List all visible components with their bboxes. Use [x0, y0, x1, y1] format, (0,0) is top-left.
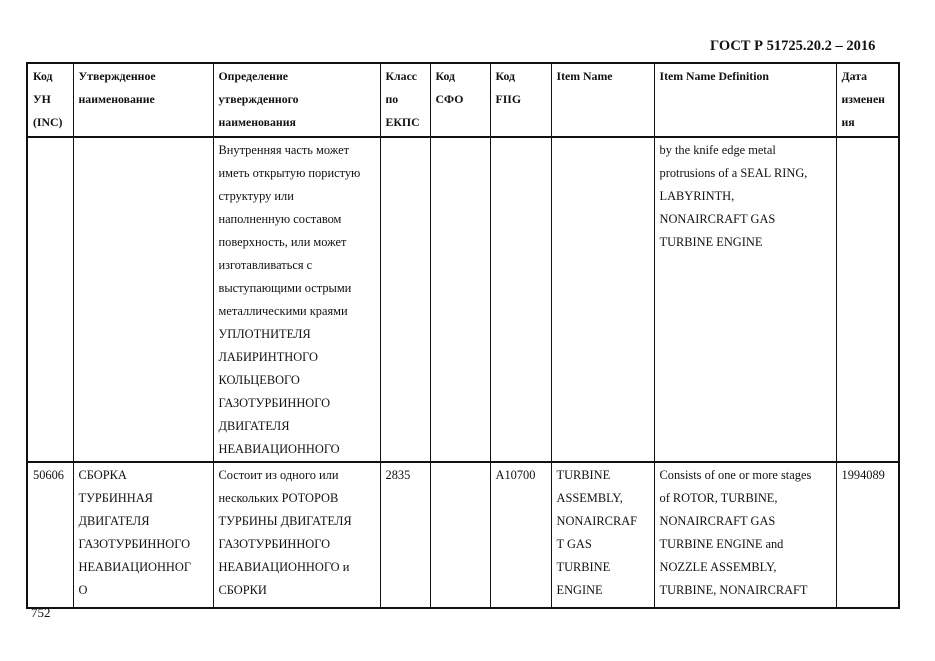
- document-title: ГОСТ Р 51725.20.2 – 2016: [710, 38, 876, 54]
- header-inc: Код УН (INC): [27, 63, 73, 137]
- table-row: [27, 462, 899, 608]
- cell-approved-name: [73, 137, 213, 462]
- header-item-name-definition: Item Name Definition: [654, 63, 836, 137]
- cell-sfo-code: [430, 462, 490, 608]
- cell-item-name-definition: by the knife edge metal protrusions of a SEAL RING, LABYRINTH, NONAIRCRAFT GAS TURBINE ENGINE: [654, 137, 836, 462]
- cell-inc: [27, 137, 73, 462]
- cell-fiig-code: A10700: [490, 462, 551, 608]
- cell-item-name: [551, 137, 654, 462]
- header-item-name: Item Name: [551, 63, 654, 137]
- cell-approved-name: СБОРКА ТУРБИННАЯ ДВИГАТЕЛЯ ГАЗОТУРБИННОГО НЕАВИАЦИОННОГ О: [73, 462, 213, 608]
- table-row: [27, 137, 899, 462]
- cell-ekps-class: [380, 137, 430, 462]
- page-number: 752: [31, 605, 51, 620]
- header-fiig-code: Код FIIG: [490, 63, 551, 137]
- cell-inc: 50606: [27, 462, 73, 608]
- cell-ekps-class: 2835: [380, 462, 430, 608]
- header-definition: Определение утвержденного наименования: [213, 63, 380, 137]
- header-change-date: Дата изменен ия: [836, 63, 899, 137]
- header-approved-name: Утвержденное наименование: [73, 63, 213, 137]
- cell-sfo-code: [430, 137, 490, 462]
- cell-item-name-definition: Consists of one or more stages of ROTOR, TURBINE, NONAIRCRAFT GAS TURBINE ENGINE and NOZZLE ASSEMBLY, TURBINE, NONAIRCRAFT: [654, 462, 836, 608]
- cell-definition: Состоит из одного или нескольких РОТОРОВ ТУРБИНЫ ДВИГАТЕЛЯ ГАЗОТУРБИННОГО НЕАВИАЦИОННОГО и СБОРКИ: [213, 462, 380, 608]
- cell-change-date: 1994089: [836, 462, 899, 608]
- cell-change-date: [836, 137, 899, 462]
- cell-definition: Внутренняя часть может иметь открытую пористую структуру или наполненную составом поверхность, или может изготавливаться с выступающими острыми металлическими краями УПЛОТНИТЕЛЯ ЛАБИРИНТНОГО КОЛЬЦЕВОГО ГАЗОТУРБИННОГО ДВИГАТЕЛЯ НЕАВИАЦИОННОГО: [213, 137, 380, 462]
- cell-fiig-code: [490, 137, 551, 462]
- header-sfo-code: Код СФО: [430, 63, 490, 137]
- header-ekps-class: Класс по ЕКПС: [380, 63, 430, 137]
- codification-table: [26, 62, 900, 609]
- cell-item-name: TURBINE ASSEMBLY, NONAIRCRAF T GAS TURBINE ENGINE: [551, 462, 654, 608]
- header-row: [27, 63, 899, 137]
